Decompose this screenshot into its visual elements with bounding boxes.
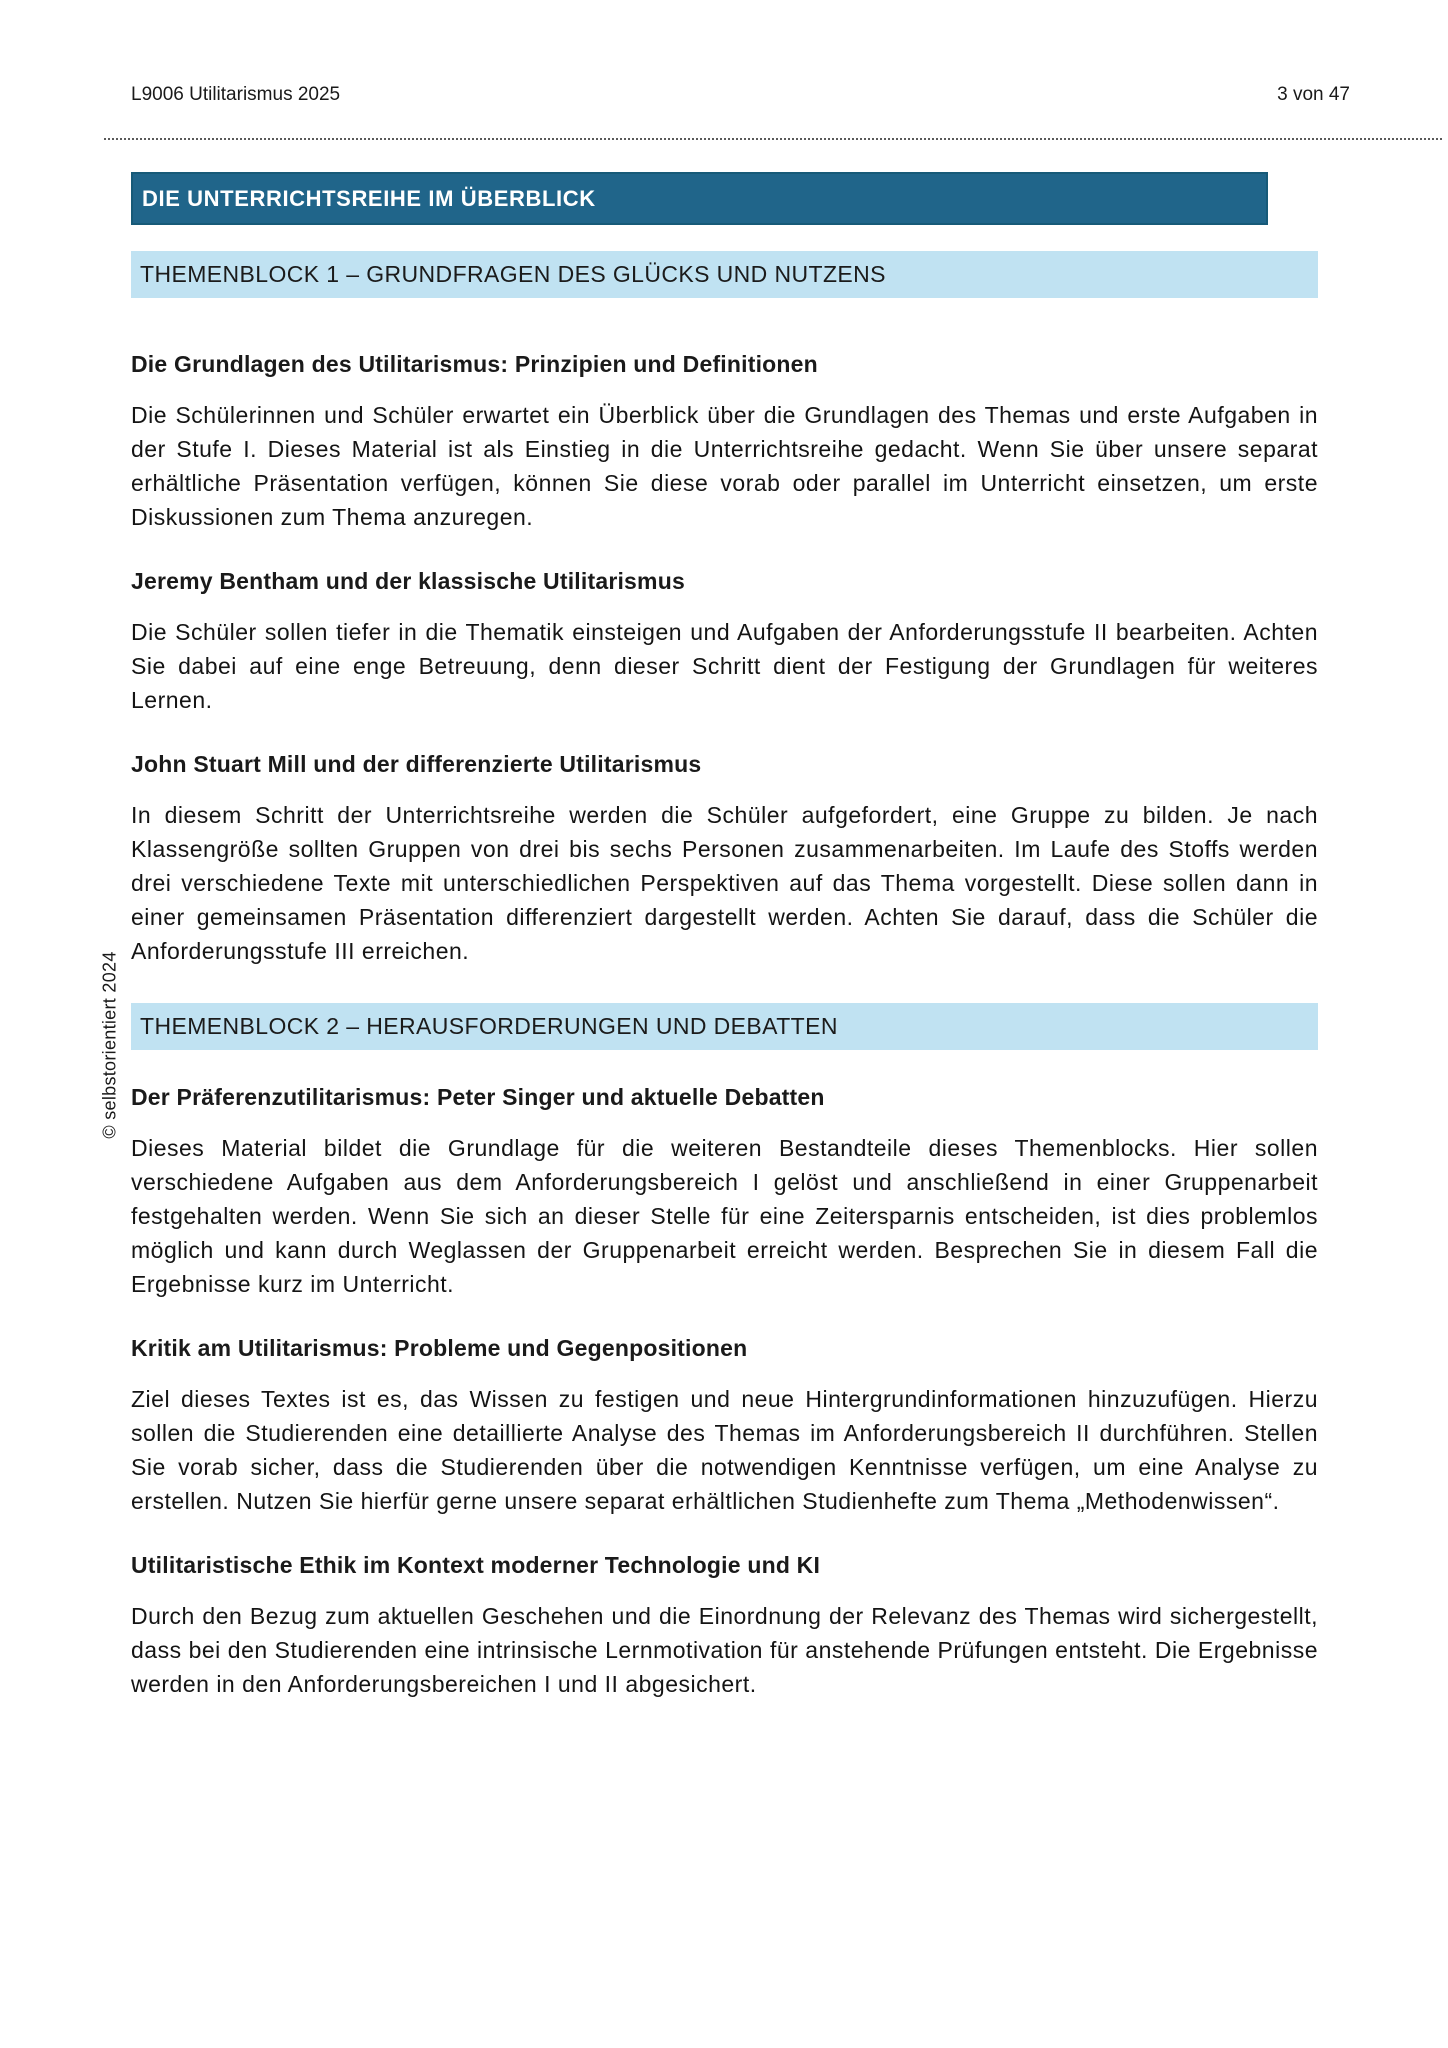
paragraph-utilitaristische-ethik-ki: Durch den Bezug zum aktuellen Geschehen und die Einordnung der Relevanz des Themas wird sichergestellt, dass bei den Studierenden eine intrinsische Lernmotivation für anstehende Prüfungen entsteht. Die Ergebnisse werden in den Anforderungsbereichen I und II abgesichert. bbox=[131, 1603, 1318, 1697]
page-number: 3 von 47 bbox=[1277, 84, 1350, 105]
paragraph-kritik-utilitarismus: Ziel dieses Textes ist es, das Wissen zu festigen und neue Hintergrundinformationen hinzuzufügen. Hierzu sollen die Studierenden eine detaillierte Analyse des Themas im Anforderungsbereich II durchführen. Stellen Sie vorab sicher, dass die Studierenden über die notwendigen Kenntnisse verfügen, um eine Analyse zu erstellen. Nutzen Sie hierfür gerne unsere separat erhältlichen Studienhefte zum Thema „Methodenwissen“. bbox=[131, 1386, 1318, 1514]
page-header bbox=[131, 84, 1350, 106]
paragraph-praeferenzutilitarismus: Dieses Material bildet die Grundlage für die weiteren Bestandteile dieses Themenblocks. Hier sollen verschiedene Aufgaben aus dem Anforderungsbereich I gelöst und anschließend in einer Gruppenarbeit festgehalten werden. Wenn Sie sich an dieser Stelle für eine Zeitersparnis entscheiden, ist dies problemlos möglich und kann durch Weglassen der Gruppenarbeit erreicht werden. Besprechen Sie in diesem Fall die Ergebnisse kurz im Unterricht. bbox=[131, 1135, 1318, 1297]
paragraph-jeremy-bentham: Die Schüler sollen tiefer in die Thematik einsteigen und Aufgaben der Anforderungsstufe II bearbeiten. Achten Sie dabei auf eine enge Betreuung, denn dieser Schritt dient der Festigung der Grundlagen für weiteres Lernen. bbox=[131, 619, 1318, 713]
themenblock-2-banner bbox=[131, 1003, 1318, 1050]
themenblock-2-title: THEMENBLOCK 2 – HERAUSFORDERUNGEN UND DEBATTEN bbox=[140, 1013, 838, 1039]
heading-jeremy-bentham: Jeremy Bentham und der klassische Utilitarismus bbox=[131, 568, 685, 594]
overview-banner bbox=[131, 172, 1268, 225]
themenblock-1-banner bbox=[131, 251, 1318, 298]
themenblock-1-title: THEMENBLOCK 1 – GRUNDFRAGEN DES GLÜCKS UND NUTZENS bbox=[140, 261, 886, 287]
doc-code: L9006 Utilitarismus 2025 bbox=[131, 84, 341, 105]
document-body bbox=[131, 172, 1318, 1701]
overview-banner-title: DIE UNTERRICHTSREIHE IM ÜBERBLICK bbox=[142, 185, 596, 211]
paragraph-grundlagen-utilitarismus: Die Schülerinnen und Schüler erwartet ein Überblick über die Grundlagen des Themas und erste Aufgaben in der Stufe I. Dieses Material ist als Einstieg in die Unterrichtsreihe gedacht. Wenn Sie über unsere separat erhältliche Präsentation verfügen, können Sie diese vorab oder parallel im Unterricht einsetzen, um erste Diskussionen zum Thema anzuregen. bbox=[131, 402, 1318, 530]
copyright-vertical-text: © selbstorientiert 2024 bbox=[99, 951, 120, 1139]
header-divider bbox=[104, 138, 1442, 140]
heading-grundlagen-utilitarismus: Die Grundlagen des Utilitarismus: Prinzipien und Definitionen bbox=[131, 351, 818, 377]
heading-john-stuart-mill: John Stuart Mill und der differenzierte Utilitarismus bbox=[131, 751, 702, 777]
paragraph-john-stuart-mill: In diesem Schritt der Unterrichtsreihe werden die Schüler aufgefordert, eine Gruppe zu bilden. Je nach Klassengröße sollten Gruppen von drei bis sechs Personen zusammenarbeiten. Im Laufe des Stoffs werden drei verschiedene Texte mit unterschiedlichen Perspektiven auf das Thema vorgestellt. Diese sollen dann in einer gemeinsamen Präsentation differenziert dargestellt werden. Achten Sie darauf, dass die Schüler die Anforderungsstufe III erreichen. bbox=[131, 802, 1318, 964]
heading-praeferenzutilitarismus: Der Präferenzutilitarismus: Peter Singer und aktuelle Debatten bbox=[131, 1084, 825, 1110]
heading-kritik-utilitarismus: Kritik am Utilitarismus: Probleme und Gegenpositionen bbox=[131, 1335, 748, 1361]
heading-utilitaristische-ethik-ki: Utilitaristische Ethik im Kontext moderner Technologie und KI bbox=[131, 1552, 821, 1578]
